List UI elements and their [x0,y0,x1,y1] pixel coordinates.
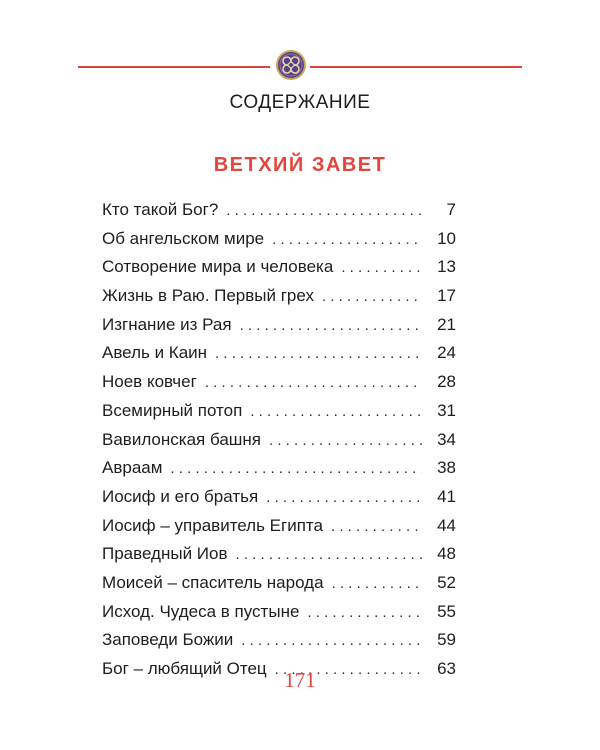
toc-entry [102,426,456,455]
toc-entry-page: 24 [437,343,456,363]
toc-entry [102,540,456,569]
section-title: ВЕТХИЙ ЗАВЕТ [213,154,387,176]
dot-leader [341,254,422,283]
table-of-contents [102,196,456,684]
toc-entry-title: Кто такой Бог? [102,200,219,219]
toc-entry-page: 10 [437,228,456,248]
toc-entry-page: 21 [437,314,456,334]
toc-entry-page: 17 [437,286,456,306]
page-number: 171 [284,668,316,692]
toc-entry-title: Праведный Иов [102,544,228,564]
toc-entry-title: Моисей – спаситель народа [102,572,324,592]
toc-entry-title: Бог – любящий Отец [102,659,267,678]
dot-leader [307,599,422,628]
ornament-emblem-icon [275,49,307,81]
divider-right [310,66,522,68]
divider-left [78,66,270,68]
toc-entry-title: Жизнь в Раю. Первый грех [102,286,314,306]
dot-leader [266,484,422,513]
toc-entry-title: Иосиф и его братья [102,486,259,506]
toc-entry-title: Изгнание из Рая [102,314,232,334]
toc-entry-page: 63 [437,659,456,678]
toc-entry [102,311,456,340]
toc-entry [102,339,456,368]
toc-entry [102,483,456,512]
toc-entry-title: Ноев ковчег [102,372,197,392]
toc-entry-page: 48 [437,544,456,564]
toc-entry-title: Об ангельском мире [102,228,265,248]
toc-entry [102,569,456,598]
contents-heading: СОДЕРЖАНИЕ [229,92,371,113]
toc-entry [102,282,456,311]
toc-entry [102,454,456,483]
dot-leader [272,226,422,255]
dot-leader [250,398,422,427]
toc-entry-title: Заповеди Божии [102,630,234,650]
toc-entry-page: 44 [437,515,456,535]
toc-entry-title: Сотворение мира и человека [102,257,334,277]
toc-entry [102,626,456,655]
toc-entry-page: 41 [437,486,456,506]
toc-entry-page: 55 [437,601,456,621]
dot-leader [240,312,422,341]
toc-entry-page: 52 [437,572,456,592]
toc-entry-page: 28 [437,372,456,392]
dot-leader [226,197,422,226]
toc-entry-title: Исход. Чудеса в пустыне [102,601,300,621]
toc-entry [102,397,456,426]
toc-entry-title: Вавилонская башня [102,429,262,449]
toc-entry-page: 13 [437,257,456,277]
dot-leader [332,570,422,599]
toc-entry [102,225,456,254]
toc-entry-page: 31 [437,400,456,420]
toc-entry [102,512,456,541]
toc-entry-title: Иосиф – управитель Египта [102,515,323,535]
toc-entry-title: Всемирный потоп [102,400,243,420]
toc-entry-page: 7 [446,200,456,219]
toc-entry [102,253,456,282]
dot-leader [322,283,422,312]
dot-leader [205,369,422,398]
toc-entry-page: 59 [437,630,456,650]
toc-entry-page: 38 [437,458,456,478]
dot-leader [331,513,422,542]
dot-leader [215,340,422,369]
dot-leader [241,627,422,656]
dot-leader [236,541,423,570]
toc-entry [102,196,456,225]
dot-leader [269,427,422,456]
dot-leader [170,455,422,484]
toc-entry-title: Авраам [102,458,163,478]
toc-entry-title: Авель и Каин [102,343,208,363]
toc-entry [102,368,456,397]
toc-entry [102,598,456,627]
toc-entry-page: 34 [437,429,456,449]
